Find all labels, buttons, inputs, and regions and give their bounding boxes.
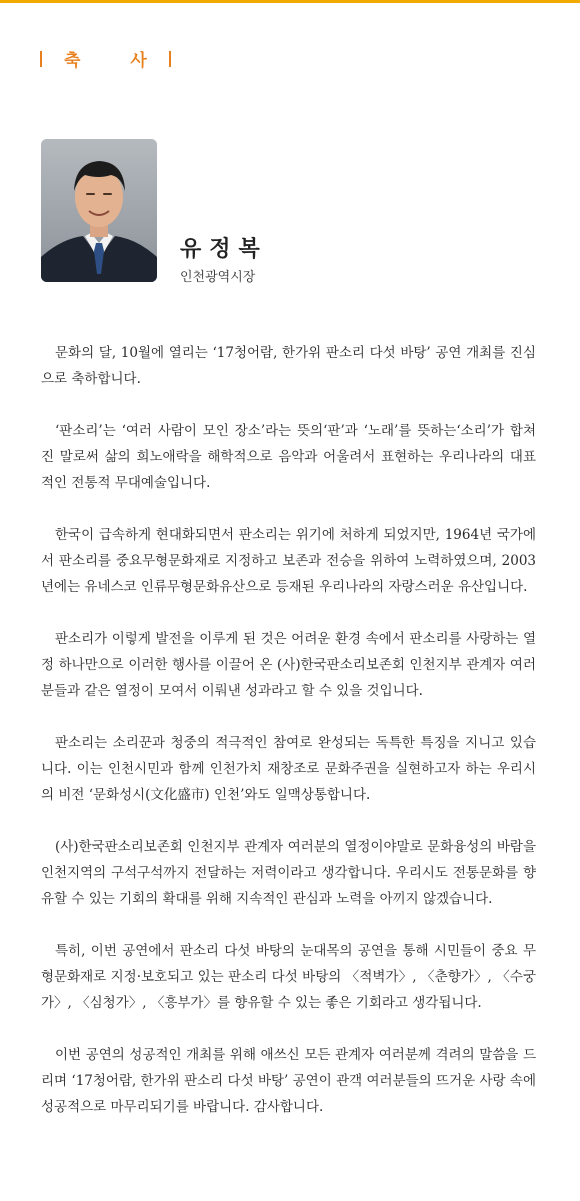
paragraph: (사)한국판소리보존회 인천지부 관계자 여러분의 열정이야말로 문화융성의 바람을 인천지역의 구석구석까지 전달하는 저력이라고 생각합니다. 우리시도 전통문화를 향유할 수 있는 기회의 확대를 위해 지속적인 관심과 노력을 아끼지 않겠습니다. [41, 839, 536, 907]
portrait-photo [41, 139, 157, 282]
section-heading [40, 46, 171, 71]
heading-bar-left [40, 51, 42, 67]
paragraph: 특히, 이번 공연에서 판소리 다섯 바탕의 눈대목의 공연을 통해 시민들이 중요 무형문화재로 지정·보호되고 있는 판소리 다섯 바탕의 〈적벽가〉, 〈춘향가〉, 〈수궁가〉, 〈심청가〉, 〈흥부가〉를 향유할 수 있는 좋은 기회라고 생각됩니다. [41, 943, 536, 1011]
author-position: 인천광역시장 [180, 270, 256, 285]
author-name: 유정복 [180, 237, 268, 262]
top-rule [0, 0, 580, 3]
paragraph: 문화의 달, 10월에 열리는 ‘17청어람, 한가위 판소리 다섯 바탕’ 공연 개최를 진심으로 축하합니다. [41, 345, 536, 387]
paragraph: 판소리가 이렇게 발전을 이루게 된 것은 어려운 환경 속에서 판소리를 사랑하는 열정 하나만으로 이러한 행사를 이끌어 온 (사)한국판소리보존회 인천지부 관계자 여러분들과 같은 열정이 모여서 이뤄낸 성과라고 할 수 있을 것입니다. [41, 631, 536, 699]
paragraph: 이번 공연의 성공적인 개최를 위해 애쓰신 모든 관계자 여러분께 격려의 말씀을 드리며 ‘17청어람, 한가위 판소리 다섯 바탕’ 공연이 관객 여러분들의 뜨거운 사랑 속에 성공적으로 마무리되기를 바랍니다. 감사합니다. [41, 1047, 536, 1115]
message-body [41, 340, 536, 1146]
paragraph: ‘판소리’는 ‘여러 사람이 모인 장소’라는 뜻의‘판’과 ‘노래’를 뜻하는‘소리’가 합쳐진 말로써 삶의 희노애락을 해학적으로 음악과 어울려서 표현하는 우리나라의 대표적인 전통적 무대예술입니다. [41, 423, 536, 491]
paragraph: 판소리는 소리꾼과 청중의 적극적인 참여로 완성되는 독특한 특징을 지니고 있습니다. 이는 인천시민과 함께 인천가치 재창조로 문화주권을 실현하고자 하는 우리시의 비전 ‘문화성시(文化盛市) 인천’와도 일맥상통합니다. [41, 735, 536, 803]
heading-bar-right [169, 51, 171, 67]
paragraph: 한국이 급속하게 현대화되면서 판소리는 위기에 처하게 되었지만, 1964년 국가에서 판소리를 중요무형문화재로 지정하고 보존과 전승을 위하여 노력하였으며, 2003년에는 유네스코 인류무형문화유산으로 등재된 우리나라의 자랑스러운 유산입니다. [41, 527, 536, 595]
heading-title: 축 사 [64, 51, 169, 71]
